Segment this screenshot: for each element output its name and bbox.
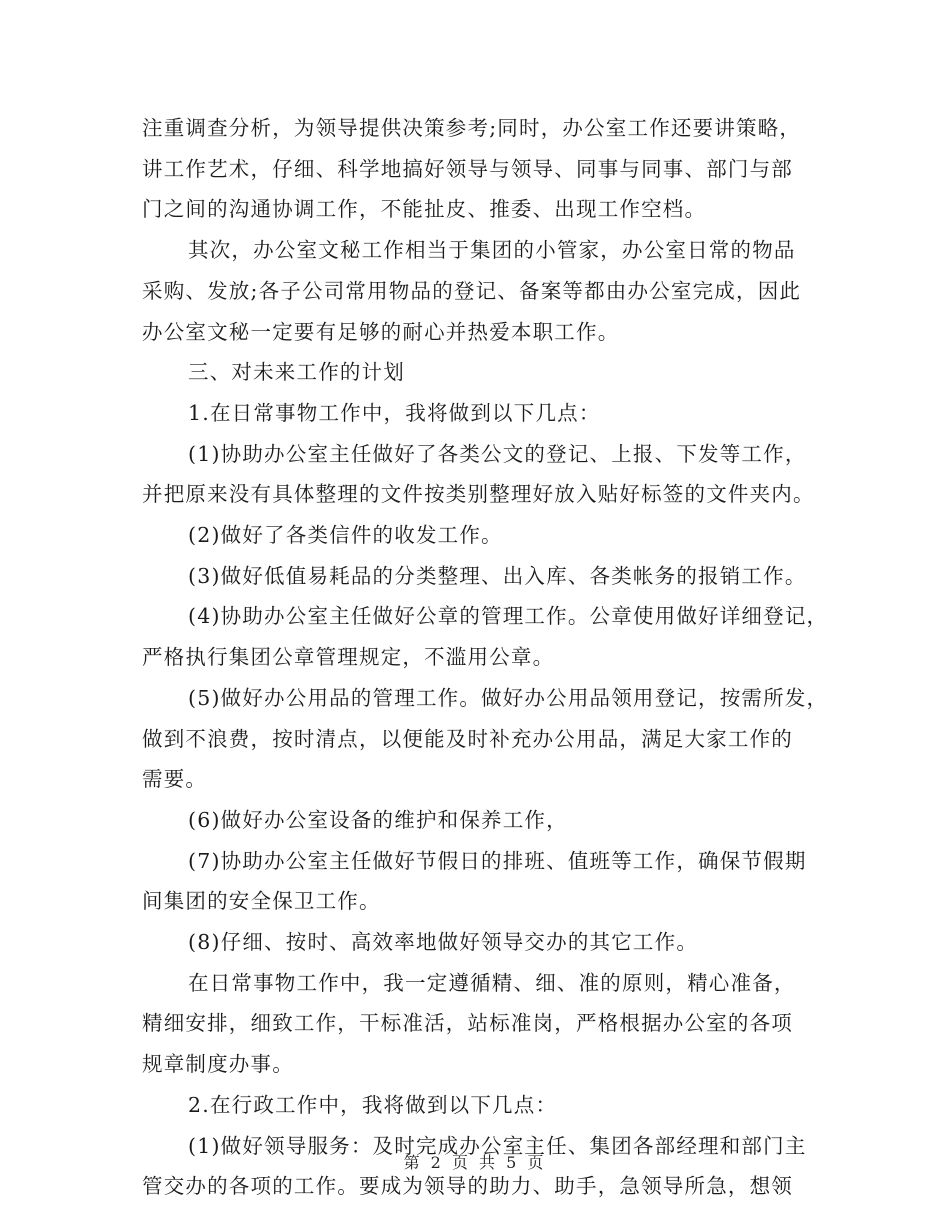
text-line: (2)做好了各类信件的收发工作。 [188, 523, 503, 548]
paragraph [142, 108, 822, 230]
text-line: 需要。 [142, 767, 208, 792]
text-line: (5)做好办公用品的管理工作。做好办公用品领用登记，按需所发， [188, 685, 829, 710]
text-line: (1)协助办公室主任做好了各类公文的登记、上报、下发等工作， [188, 441, 807, 466]
text-line: 严格执行集团公章管理规定，不滥用公章。 [142, 645, 555, 670]
paragraph [142, 963, 822, 1085]
paragraph [142, 1085, 822, 1126]
paragraph [142, 352, 822, 393]
document-body [142, 108, 829, 1207]
paragraph [142, 596, 829, 677]
paragraph [142, 393, 822, 434]
text-line: 2.在行政工作中，我将做到以下几点： [188, 1092, 558, 1117]
text-line: 管交办的各项的工作。要成为领导的助力、助手，急领导所急，想领 [142, 1174, 793, 1199]
text-line: 做到不浪费，按时清点，以便能及时补充办公用品，满足大家工作的 [142, 726, 793, 751]
paragraph [142, 678, 829, 800]
text-line: 门之间的沟通协调工作，不能扯皮、推委、出现工作空档。 [142, 197, 707, 222]
paragraph [142, 556, 822, 597]
text-line: 精细安排，细致工作，干标准活，站标准岗，严格根据办公室的各项 [142, 1011, 793, 1036]
text-line: (1)做好领导服务：及时完成办公室主任、集团各部经理和部门主 [188, 1133, 807, 1158]
text-line: 1.在日常事物工作中，我将做到以下几点： [188, 400, 601, 425]
paragraph [142, 434, 822, 515]
text-line: 注重调查分析，为领导提供决策参考;同时，办公室工作还要讲策略， [142, 116, 802, 140]
text-line: (8)仔细、按时、高效率地做好领导交办的其它工作。 [188, 930, 699, 955]
page-number-footer: 第 2 页 共 5 页 [403, 1153, 547, 1172]
text-line: 三、对未来工作的计划 [188, 360, 405, 385]
text-line: (3)做好低值易耗品的分类整理、出入库、各类帐务的报销工作。 [188, 563, 807, 588]
text-line: 其次，办公室文秘工作相当于集团的小管家，办公室日常的物品 [188, 238, 796, 263]
paragraph [142, 230, 822, 352]
text-line: 并把原来没有具体整理的文件按类别整理好放入贴好标签的文件夹内。 [142, 482, 815, 507]
text-line: 办公室文秘一定要有足够的耐心并热爱本职工作。 [142, 319, 620, 344]
text-line: 规章制度办事。 [142, 1052, 294, 1077]
paragraph [142, 841, 822, 922]
text-line: 间集团的安全保卫工作。 [142, 889, 381, 914]
paragraph [142, 922, 822, 963]
text-line: 采购、发放;各子公司常用物品的登记、备案等都由办公室完成，因此 [142, 278, 802, 303]
paragraph [142, 515, 822, 556]
text-line: 在日常事物工作中，我一定遵循精、细、准的原则，精心准备， [188, 970, 796, 995]
text-line: (7)协助办公室主任做好节假日的排班、值班等工作，确保节假期 [188, 848, 807, 873]
text-line: (4)协助办公室主任做好公章的管理工作。公章使用做好详细登记， [188, 604, 829, 629]
text-line: 讲工作艺术，仔细、科学地搞好领导与领导、同事与同事、部门与部 [142, 156, 793, 181]
text-line: (6)做好办公室设备的维护和保养工作， [188, 807, 568, 832]
paragraph [142, 800, 822, 841]
